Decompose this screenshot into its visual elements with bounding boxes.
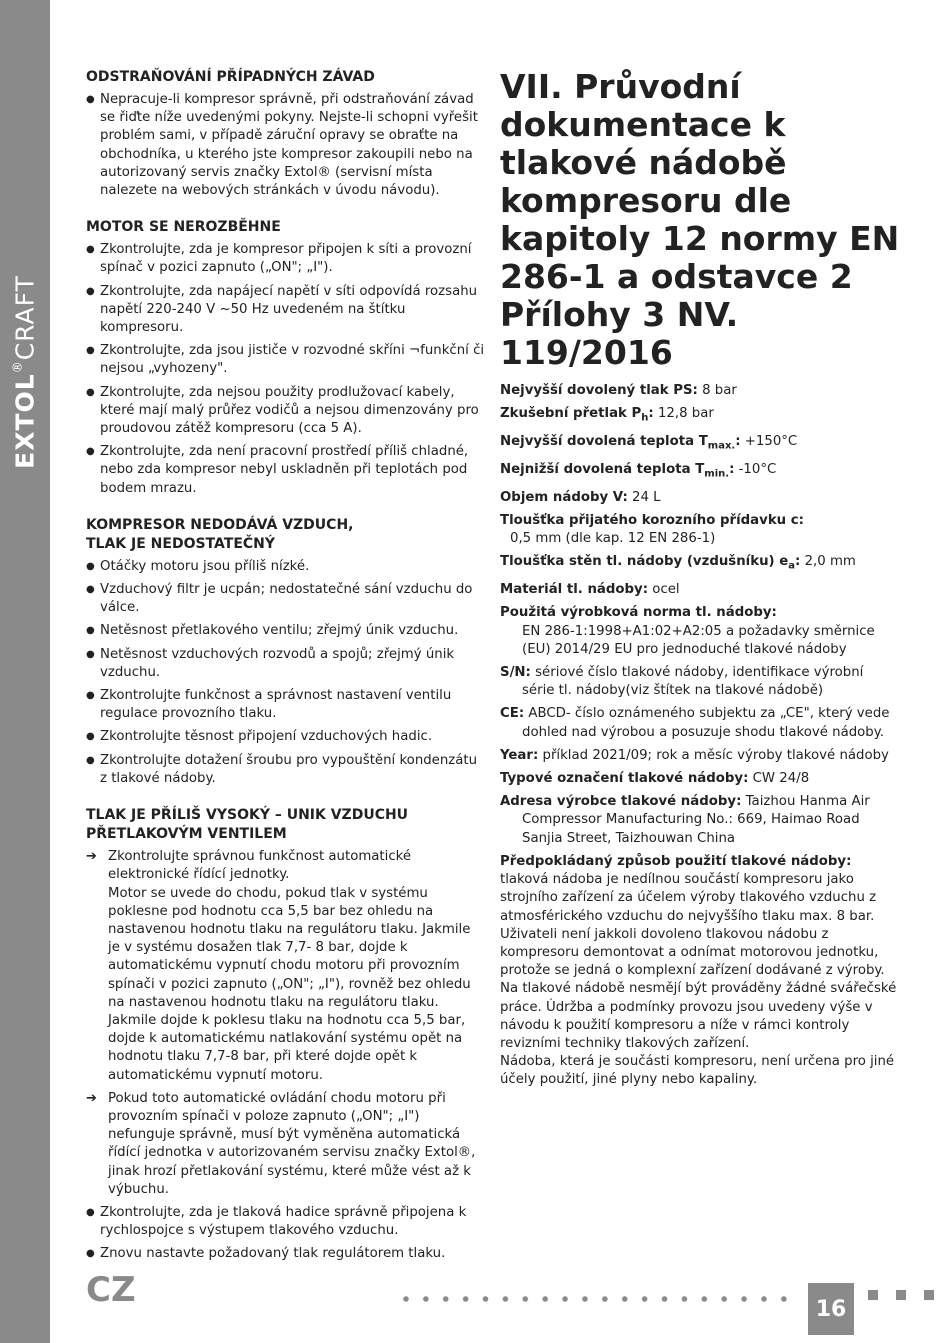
spec-key: Předpokládaný způsob použití tlakové nádoby: <box>500 853 852 869</box>
spec-tmin <box>500 461 900 484</box>
spec-value: -10°C <box>734 461 777 477</box>
spec-value: 24 L <box>627 489 661 505</box>
section-heading: ODSTRAŇOVÁNÍ PŘÍPADNÝCH ZÁVAD <box>86 69 375 85</box>
spec-wall <box>500 553 900 576</box>
spec-subscript: a <box>788 561 796 573</box>
brand-bold: EXTOL <box>10 373 40 469</box>
sidebar-strip <box>0 0 50 1343</box>
spec-tmax <box>500 433 900 456</box>
section-heading <box>86 516 486 554</box>
section-motor <box>86 218 486 498</box>
spec-colon: : <box>735 434 741 450</box>
spec-key: Year: <box>500 747 539 763</box>
brand-registered: ® <box>10 360 25 374</box>
arrow-item-text: Motor se uvede do chodu, pokud tlak v systému poklesne pod hodnotu cca 5,5 bar bez ohledu na nastavenou hodnotu tlaku na regulátoru tlaku. Jakmile je v systému dosažen tlak 7,7- 8 bar, dojde k automatickému vypnutí chodu motoru při provozním spínači v pozici zapnuto („ON"; „I"), rovněž bez ohledu na nastavenou hodnotu tlaku na regulátoru tlaku. Jakmile dojde k poklesu tlaku na hodnotu cca 5,5 bar, dojde k automatickému natlakování systému opět na hodnotu tlaku 7,7-8 bar, při které dojde opět k automatickému vypnutí motoru. <box>108 885 471 1083</box>
spec-value: tlaková nádoba je nedílnou součástí kompresoru jako strojního zařízení za účelem výroby tlakového vzduchu z atmosférického vzduchu do nejvyššího tlaku max. 8 bar. Uživateli není jakkoli dovoleno tlakovou nádobu z kompresoru demontovat a odnímat motorovou jednotku, protože se jedná o komplexní zařízení dodávané z výroby. Na tlakové nádobě nesmějí být prováděny žádné svářečské práce. Údržba a podmínky provozu jsou uvedeny výše v návodu k použití kompresoru a níže v rámci kontroly revizními techniky tlakových zařízení. <box>500 872 897 1051</box>
spec-sn <box>500 664 900 700</box>
spec-year <box>500 747 900 765</box>
spec-key: Nejvyšší dovolený tlak PS: <box>500 383 698 398</box>
spec-subscript: min. <box>704 468 730 480</box>
right-column <box>500 68 900 1090</box>
spec-key: Typové označení tlakové nádoby: <box>500 771 749 787</box>
spec-value: EN 286-1:1998+A1:02+A2:05 a požadavky směrnice (EU) 2014/29 EU pro jednoduché tlakové nádoby <box>522 623 875 657</box>
spec-key: Tloušťka stěn tl. nádoby (vzdušníku) e <box>500 554 789 570</box>
document-title: VII. Průvodní dokumentace k tlakové nádobě kompresoru dle kapitoly 12 normy EN 286-1 a odstavce 2 Přílohy 3 NV. 119/2016 <box>500 67 900 372</box>
spec-key: Zkušební přetlak P <box>500 406 642 422</box>
footer-square <box>896 1290 906 1300</box>
list-item: ● Znovu nastavte požadovaný tlak regulátorem tlaku. <box>86 1245 486 1263</box>
final-note: Nádoba, která je součásti kompresoru, není určena pro jiné účely použití, jiné plyny nebo kapaliny. <box>500 1054 895 1088</box>
spec-colon: : <box>648 406 654 422</box>
brand-light: CRAFT <box>10 275 40 361</box>
spec-key: Materiál tl. nádoby: <box>500 582 649 598</box>
spec-value: ABCD- číslo oznámeného subjektu za „CE", který vede dohled nad výrobou a posuzuje shodu tlakové nádoby. <box>522 706 890 740</box>
spec-key: Použitá výrobková norma tl. nádoby: <box>500 605 777 621</box>
section-heading: MOTOR SE NEROZBĚHNE <box>86 219 281 236</box>
spec-value: 12,8 bar <box>653 406 714 422</box>
list-item: ● Zkontrolujte, zda není pracovní prostředí příliš chladné, nebo zda kompresor nebyl uskladněn při teplotách pod bodem mrazu. <box>86 443 486 498</box>
heading-line: TLAK JE NEDOSTATEČNÝ <box>86 535 276 552</box>
footer-square <box>924 1290 934 1300</box>
spec-type <box>500 770 900 788</box>
spec-value: sériové číslo tlakové nádoby, identifikace výrobní série tl. nádoby(viz štítek na tlakové nádobě) <box>522 665 864 699</box>
spec-ph <box>500 405 900 428</box>
list-item: ● Zkontrolujte těsnost připojení vzduchových hadic. <box>86 728 486 746</box>
arrow-item <box>86 848 486 1085</box>
list-item: ● Netěsnost přetlakového ventilu; zřejmý únik vzduchu. <box>86 622 486 640</box>
spec-subscript: h <box>641 412 649 424</box>
section-high-pressure <box>86 806 486 1263</box>
list-item: ● Zkontrolujte funkčnost a správnost nastavení ventilu regulace provozního tlaku. <box>86 687 486 723</box>
spec-value: 0,5 mm (dle kap. 12 EN 286-1) <box>510 531 716 547</box>
spec-key: S/N: <box>500 665 531 681</box>
section-no-air <box>86 516 486 788</box>
spec-value: Taizhou Hanma Air Compressor Manufacturing No.: 669, Haimao Road Sanjia Street, Taizhouwan China <box>522 794 870 846</box>
spec-colon: : <box>795 554 801 570</box>
list-item: ● Zkontrolujte, zda je tlaková hadice správně připojena k rychlospojce s výstupem tlakového vzduchu. <box>86 1204 486 1240</box>
spec-corrosion <box>500 512 900 548</box>
spec-subscript: max. <box>707 440 736 452</box>
spec-volume <box>500 489 900 507</box>
spec-key: CE: <box>500 706 525 722</box>
spec-ps <box>500 382 900 400</box>
spec-key: Nejnižší dovolená teplota T <box>500 461 705 477</box>
heading-line: TLAK JE PŘÍLIŠ VYSOKÝ – UNIK VZDUCHU <box>86 807 409 824</box>
spec-value: 8 bar <box>697 383 737 398</box>
spec-value: CW 24/8 <box>748 771 810 787</box>
arrow-item: ➔ Pokud toto automatické ovládání chodu motoru při provozním spínači v poloze zapnuto („ON"; „I") nefunguje správně, musí být vyměněna automatická řídící jednotka v autorizovaném servisu značky Extol®, jinak hrozí přetlakování systému, které může vést až k výbuchu. <box>86 1090 486 1199</box>
spec-ce <box>500 705 900 741</box>
list-item: ● Zkontrolujte, zda napájecí napětí v síti odpovídá rozsahu napětí 220-240 V ~50 Hz uvedeném na štítku kompresoru. <box>86 283 486 338</box>
section-troubleshooting <box>86 68 486 200</box>
spec-value: 2,0 mm <box>800 554 856 570</box>
list-item: ● Zkontrolujte, zda je kompresor připojen k síti a provozní spínač v pozici zapnuto („ON"; „I"). <box>86 241 486 277</box>
footer-square <box>868 1290 878 1300</box>
spec-norm <box>500 604 900 659</box>
heading-line: KOMPRESOR NEDODÁVÁ VZDUCH, <box>86 516 354 533</box>
spec-value: příklad 2021/09; rok a měsíc výroby tlakové nádoby <box>538 747 889 763</box>
footer-dots <box>396 1296 794 1302</box>
section-heading <box>86 806 486 844</box>
spec-value: ocel <box>648 582 680 598</box>
spec-key: Adresa výrobce tlakové nádoby: <box>500 794 742 810</box>
spec-use <box>500 853 900 1053</box>
brand-logo <box>11 275 40 469</box>
spec-value: +150°C <box>740 434 798 450</box>
list-item: ● Vzduchový filtr je ucpán; nedostatečné sání vzduchu do válce. <box>86 581 486 617</box>
list-item: ● Otáčky motoru jsou příliš nízké. <box>86 558 486 576</box>
list-item: ● Netěsnost vzduchových rozvodů a spojů; zřejmý únik vzduchu. <box>86 646 486 682</box>
left-column <box>86 68 486 1282</box>
spec-key: Objem nádoby V: <box>500 489 628 505</box>
language-code: CZ <box>86 1270 136 1310</box>
page-number: 16 <box>808 1283 854 1335</box>
list-item: ● Zkontrolujte, zda jsou jističe v rozvodné skříni ¬funkční či nejsou „vyhozeny". <box>86 342 486 378</box>
heading-line: PŘETLAKOVÝM VENTILEM <box>86 826 287 843</box>
spec-colon: : <box>729 461 735 477</box>
list-item: ● Zkontrolujte dotažení šroubu pro vypouštění kondenzátu z tlakové nádoby. <box>86 752 486 788</box>
spec-key: Nejvyšší dovolená teplota T <box>500 434 708 450</box>
list-item: ● Nepracuje-li kompresor správně, při odstraňování závad se řiďte níže uvedenými pokyny. Nejste-li schopni vyřešit problém sami, v případě záruční opravy se obraťte na obchodníka, u kterého jste kompresor zakoupili nebo na autorizovaný servis značky Extol® (servisní místa nalezete na webových stránkách v úvodu návodu). <box>86 91 486 200</box>
list-item: ● Zkontrolujte, zda nejsou použity prodlužovací kabely, které mají malý průřez vodičů a nejsou dimenzovány pro proudovou zátěž kompresoru (cca 5 A). <box>86 384 486 439</box>
arrow-item-text: Zkontrolujte správnou funkčnost automatické elektronické řídící jednotky. <box>108 849 412 883</box>
spec-key: Tloušťka přijatého korozního přídavku c: <box>500 512 804 528</box>
spec-material <box>500 581 900 599</box>
spec-address <box>500 793 900 848</box>
